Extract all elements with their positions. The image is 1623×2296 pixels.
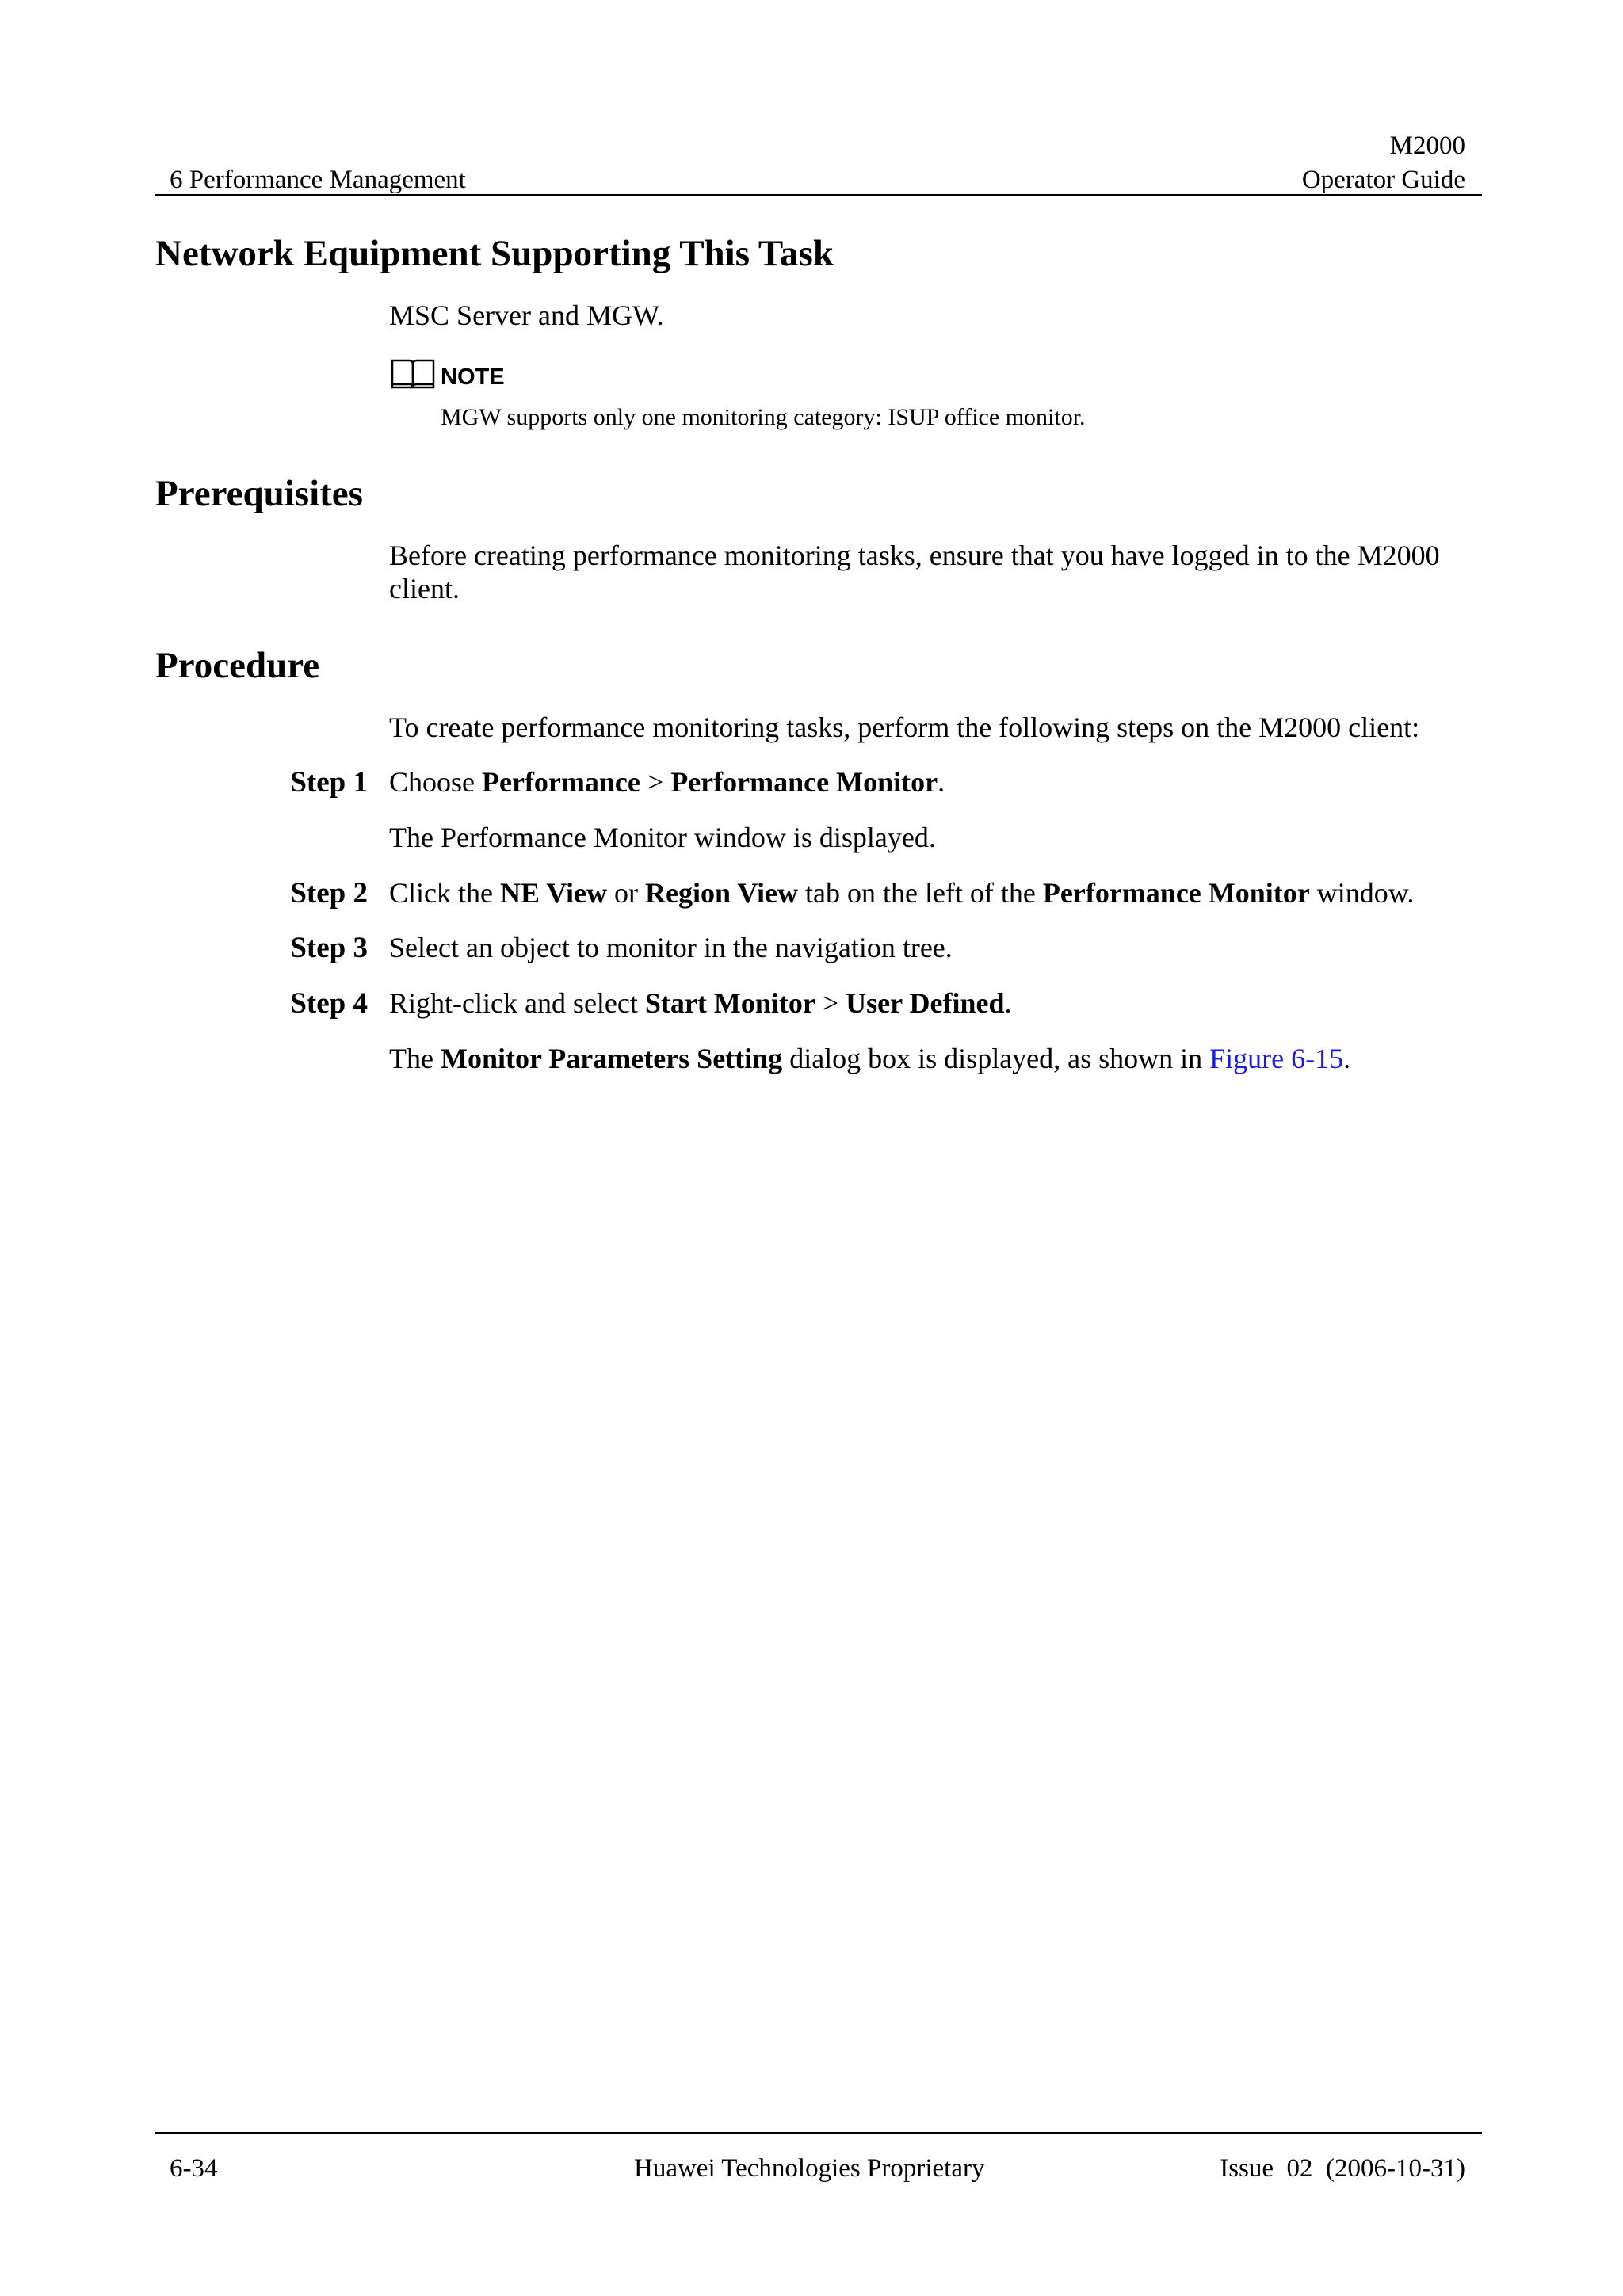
step-3-text: Select an object to monitor in the navigation tree. xyxy=(389,932,953,963)
step-3-label: Step 3 xyxy=(290,932,368,964)
footer-rule xyxy=(155,2132,1482,2134)
step-1-text: Choose Performance > Performance Monitor. xyxy=(389,766,945,798)
note-text: MGW supports only one monitoring category: ISUP office monitor. xyxy=(441,404,1086,430)
header-rule xyxy=(155,194,1482,196)
footer-company: Huawei Technologies Proprietary xyxy=(634,2154,985,2183)
step-2-label: Step 2 xyxy=(290,877,368,910)
section-title-procedure: Procedure xyxy=(155,645,320,686)
step-2-text: Click the NE View or Region View tab on the left of the Performance Monitor window. xyxy=(389,877,1415,909)
step-4-result: The Monitor Parameters Setting dialog box is displayed, as shown in Figure 6-15. xyxy=(389,1043,1351,1074)
section-title-prerequisites: Prerequisites xyxy=(155,473,363,514)
step-4-text: Right-click and select Start Monitor > User Defined. xyxy=(389,987,1012,1019)
section-title-network-equipment: Network Equipment Supporting This Task xyxy=(155,233,834,274)
footer-page-number: 6-34 xyxy=(170,2154,218,2183)
step-1-result: The Performance Monitor window is displayed. xyxy=(389,822,936,853)
header-guide: Operator Guide xyxy=(1301,166,1465,194)
prerequisites-text: Before creating performance monitoring tasks, ensure that you have logged in to the M2000 client. xyxy=(389,540,1440,605)
step-4-label: Step 4 xyxy=(290,987,368,1020)
note-label: NOTE xyxy=(441,364,505,390)
book-icon xyxy=(390,357,436,390)
procedure-intro: To create performance monitoring tasks, perform the following steps on the M2000 client: xyxy=(389,711,1420,743)
header-product: M2000 xyxy=(1389,132,1465,160)
network-equipment-text: MSC Server and MGW. xyxy=(389,299,664,331)
figure-link[interactable]: Figure 6-15 xyxy=(1209,1043,1344,1074)
footer-issue: Issue 02 (2006-10-31) xyxy=(1220,2154,1465,2183)
header-chapter: 6 Performance Management xyxy=(170,166,466,194)
step-1-label: Step 1 xyxy=(290,766,368,799)
